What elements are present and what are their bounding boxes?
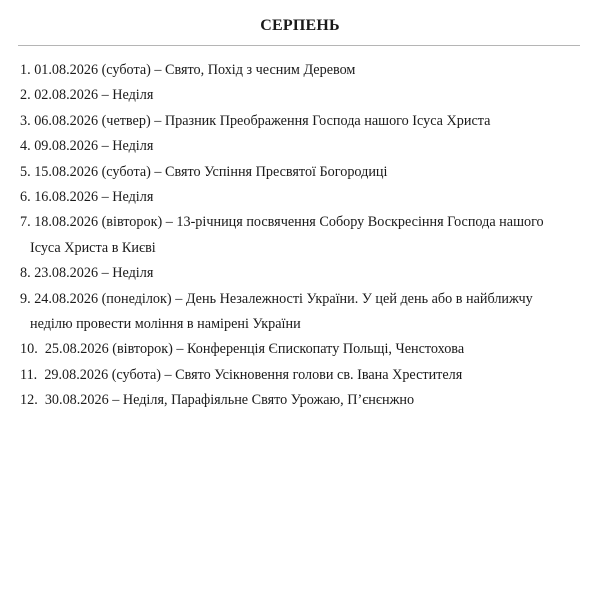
item-number: 12. [20,392,45,409]
item-text: 30.08.2026 – Неділя, Парафіяльне Свято Урожаю, П’єнєнжно [44,392,415,409]
item-text: 18.08.2026 (вівторок) – 13-річниця посвячення Собору Воскресіння Господа нашого [34,214,544,231]
item-text: 09.08.2026 – Неділя [34,138,154,155]
item-text: 02.08.2026 – Неділя [34,87,154,104]
item-text: 15.08.2026 (субота) – Свято Успіння Пресвятої Богородиці [34,163,388,180]
item-text: 25.08.2026 (вівторок) – Конференція Єпископату Польщі, Ченстохова [44,341,465,358]
item-number: 4. [20,138,35,155]
item-text: 16.08.2026 – Неділя [34,189,154,206]
item-text: 29.08.2026 (субота) – Свято Усікновення голови св. Івана Хрестителя [44,366,463,383]
item-number: 7. [20,214,35,231]
item-text: 06.08.2026 (четвер) – Празник Преображення Господа нашого Ісуса Христа [34,112,491,129]
item-number: 11. [20,366,45,383]
item-number: 8. [20,265,35,282]
item-text: 24.08.2026 (понеділок) – День Незалежності України. У цей день або в найближчу [34,290,533,307]
list-item [20,337,590,362]
list-item [20,363,590,388]
item-number: 2. [20,87,35,104]
item-number: 9. [20,290,35,307]
item-number: 3. [20,112,35,129]
list-item [20,109,590,134]
list-item [20,210,590,261]
list-item [20,185,590,210]
list-item [20,83,590,108]
item-text-continuation: Ісуса Христа в Києві [30,239,156,256]
item-text: 23.08.2026 – Неділя [34,265,154,282]
item-number: 6. [20,189,35,206]
list-item [20,160,590,185]
list-item [20,58,590,83]
item-number: 1. [20,62,35,78]
list-item [20,261,590,286]
event-list [20,58,590,414]
item-number: 10. [20,341,45,358]
page-title: СЕРПЕНЬ [260,17,340,34]
item-text-continuation: неділю провести моління в намірені України [30,316,301,333]
item-text: 01.08.2026 (субота) – Свято, Похід з чесним Деревом [34,62,356,78]
title-divider [18,45,580,46]
list-item [20,388,590,413]
list-item [20,134,590,159]
item-number: 5. [20,163,35,180]
list-item [20,287,590,338]
